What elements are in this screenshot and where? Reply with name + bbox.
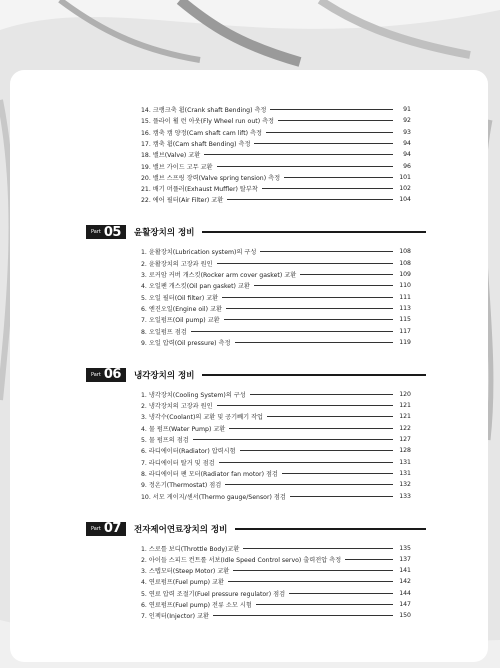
toc-leader-line (226, 308, 393, 309)
toc-page (10, 70, 488, 662)
toc-entry-title: 3. 스텝모터(Steep Motor) 교환 (141, 568, 230, 576)
toc-entry[interactable] (141, 610, 411, 621)
toc-entry-title: 1. 스로틀 보디(Throttle Body)교환 (141, 545, 240, 553)
toc-entry-title: 8. 라디에이터 팬 모터(Radiator fan motor) 점검 (141, 470, 278, 478)
toc-leader-line (290, 496, 393, 497)
toc-page-number: 96 (403, 162, 411, 170)
toc-page-number: 131 (399, 458, 411, 466)
toc-page-number: 104 (399, 196, 411, 204)
toc-entry[interactable] (141, 457, 411, 468)
toc-entry-title: 1. 냉각장치(Cooling System)의 구성 (141, 391, 246, 399)
toc-leader-line (217, 263, 393, 264)
part-number: 06 (103, 367, 121, 383)
toc-leader-line (266, 132, 393, 133)
part-label: Part (91, 229, 101, 236)
toc-leader-line (267, 416, 393, 417)
toc-page-number: 133 (399, 492, 411, 500)
toc-page-number: 108 (399, 248, 411, 256)
toc-entry[interactable] (141, 588, 411, 599)
toc-leader-line (224, 319, 393, 320)
toc-entry-title: 6. 엔진오일(Engine oil) 교환 (141, 305, 222, 313)
toc-entry-title: 2. 냉각장치의 고장과 원인 (141, 403, 213, 411)
toc-leader-line (233, 570, 393, 571)
toc-leader-line (262, 188, 393, 189)
toc-page-number: 94 (403, 139, 411, 147)
toc-leader-line (250, 394, 393, 395)
toc-entry[interactable] (141, 303, 411, 314)
toc-leader-line (213, 615, 393, 616)
section-title: 냉각장치의 정비 (134, 370, 195, 381)
toc-page-number: 135 (399, 544, 411, 552)
toc-entry[interactable] (141, 445, 411, 456)
part-number: 07 (103, 521, 121, 536)
toc-entry-title: 9. 오일 압력(Oil pressure) 측정 (141, 339, 231, 347)
section-header-part-06 (86, 367, 426, 383)
toc-entry[interactable] (141, 280, 411, 291)
section-rule (202, 374, 426, 376)
toc-page-number: 113 (399, 304, 411, 312)
toc-page-number: 141 (399, 567, 411, 575)
toc-entry[interactable] (141, 127, 411, 138)
toc-page-number: 91 (403, 106, 411, 113)
toc-entry[interactable] (141, 326, 411, 337)
toc-entry[interactable] (141, 400, 411, 411)
toc-entry-title: 5. 오일 필터(Oil filter) 교환 (141, 294, 219, 302)
toc-page-number: 131 (399, 469, 411, 477)
toc-entry-title: 5. 연료 압력 조절기(Fuel pressure regulator) 점검 (141, 590, 286, 598)
toc-entry-title: 4. 연료펌프(Fuel pump) 교환 (141, 579, 224, 587)
toc-entry[interactable] (141, 183, 411, 194)
toc-page-number: 150 (399, 612, 411, 620)
toc-leader-line (204, 154, 393, 155)
toc-page-number: 137 (399, 555, 411, 563)
toc-entry-title: 6. 연료펌프(Fuel pump) 전류 소모 시험 (141, 602, 252, 609)
toc-entry[interactable] (141, 337, 411, 348)
toc-page-number: 111 (399, 293, 411, 301)
toc-entry-title: 7. 라디에이터 탈거 및 점검 (141, 459, 215, 467)
toc-entry-title: 21. 배기 머플러(Exhaust Muffler) 탈부착 (141, 186, 258, 194)
toc-entry[interactable] (141, 138, 411, 149)
toc-page-number: 102 (399, 185, 411, 193)
toc-page-number: 142 (399, 578, 411, 586)
toc-leader-line (243, 548, 393, 549)
toc-page-number: 101 (399, 173, 411, 181)
toc-entry-title: 2. 아이들 스피드 컨트롤 서보(Idle Speed Control servo) 출력전압 측정 (141, 556, 342, 564)
toc-entry[interactable] (141, 468, 411, 479)
toc-leader-line (345, 559, 393, 560)
toc-entry[interactable] (141, 269, 411, 280)
section-header-part-05 (86, 224, 426, 240)
section-header-part-07 (86, 521, 426, 537)
toc-entry-title: 7. 인젝터(Injector) 교환 (141, 613, 209, 621)
toc-page-number: 121 (399, 402, 411, 410)
toc-entry[interactable] (141, 292, 411, 303)
toc-entry-title: 4. 오일팬 개스킷(Oil pan gasket) 교환 (141, 283, 250, 291)
toc-entry[interactable] (141, 104, 411, 115)
toc-leader-line (289, 593, 393, 594)
toc-entry-title: 3. 냉각수(Coolant)의 교환 및 공기빼기 작업 (141, 414, 264, 422)
toc-leader-line (254, 285, 393, 286)
toc-entry-title: 19. 밸브 가이드 고무 교환 (141, 163, 213, 171)
toc-page-number: 121 (399, 413, 411, 421)
toc-page-number: 132 (399, 481, 411, 489)
toc-leader-line (217, 166, 393, 167)
toc-page-number: 110 (399, 282, 411, 290)
toc-leader-line (270, 109, 393, 110)
toc-page-number: 109 (399, 271, 411, 278)
part-number: 05 (103, 224, 121, 240)
toc-leader-line (219, 462, 393, 463)
toc-entry-title: 1. 윤활장치(Lubrication system)의 구성 (141, 249, 257, 257)
toc-entry-title: 2. 윤활장치의 고장과 원인 (141, 260, 213, 268)
toc-entry[interactable] (141, 115, 411, 126)
toc-leader-line (300, 274, 393, 275)
part-badge (86, 368, 126, 382)
toc-entry[interactable] (141, 172, 411, 183)
toc-entry-title: 8. 오일펌프 점검 (141, 328, 187, 336)
toc-entry[interactable] (141, 491, 411, 502)
part-label: Part (91, 525, 101, 532)
toc-entry-title: 15. 플라이 휠 런 아웃(Fly Wheel run out) 측정 (141, 118, 275, 126)
toc-entry-title: 22. 에어 필터(Air Filter) 교환 (141, 197, 224, 205)
toc-entry[interactable] (141, 389, 411, 400)
toc-entry-title: 17. 캠축 휨(Cam shaft Bending) 측정 (141, 140, 251, 148)
toc-page-number: 117 (399, 327, 411, 335)
toc-entry[interactable] (141, 576, 411, 587)
toc-entry-title: 7. 오일펌프(Oil pump) 교환 (141, 317, 220, 325)
toc-entry[interactable] (141, 599, 411, 610)
toc-entry[interactable] (141, 434, 411, 445)
toc-page-number: 115 (399, 316, 411, 324)
toc-entry[interactable] (141, 161, 411, 172)
toc-leader-line (222, 297, 393, 298)
toc-leader-line (227, 199, 393, 200)
toc-entry-title: 10. 서모 게이지/센서(Thermo gauge/Sensor) 점검 (141, 493, 286, 501)
toc-leader-line (284, 177, 393, 178)
section-rule (235, 528, 426, 530)
toc-page-number: 92 (403, 117, 411, 125)
toc-entry-title: 9. 정온기(Thermostat) 점검 (141, 482, 222, 490)
part-badge (86, 522, 126, 536)
toc-entry-title: 14. 크랭크축 휨(Crank shaft Bending) 측정 (141, 107, 267, 114)
toc-entry[interactable] (141, 554, 411, 565)
section-rule (202, 231, 426, 233)
toc-leader-line (217, 405, 393, 406)
toc-page-number: 120 (399, 390, 411, 398)
toc-entry-title: 5. 물 펌프의 점검 (141, 437, 189, 444)
toc-entry[interactable] (141, 411, 411, 422)
toc-page-number: 122 (399, 424, 411, 432)
toc-leader-line (235, 342, 394, 343)
toc-leader-line (229, 428, 393, 429)
toc-entry[interactable] (141, 565, 411, 576)
toc-entry-title: 4. 물 펌프(Water Pump) 교환 (141, 425, 226, 433)
toc-page-number: 147 (399, 601, 411, 608)
toc-entry-title: 18. 밸브(Valve) 교환 (141, 152, 201, 160)
toc-leader-line (260, 251, 393, 252)
part-label: Part (91, 371, 101, 378)
toc-entry-title: 3. 로커암 커버 개스킷(Rocker arm cover gasket) 교환 (141, 272, 297, 279)
toc-leader-line (256, 604, 393, 605)
section-title: 전자제어연료장치의 정비 (134, 524, 228, 535)
toc-leader-line (228, 581, 393, 582)
toc-entry-title: 20. 밸브 스프링 장력(Valve spring tension) 측정 (141, 174, 281, 182)
toc-entry-title: 16. 캠축 캠 양정(Cam shaft cam lift) 측정 (141, 129, 263, 137)
toc-page-number: 94 (403, 151, 411, 159)
toc-entry[interactable] (141, 246, 411, 257)
toc-page-number: 128 (399, 447, 411, 455)
toc-entry[interactable] (141, 149, 411, 160)
toc-entry-title: 6. 라디에이터(Radiator) 압력시험 (141, 448, 236, 456)
toc-entry[interactable] (141, 423, 411, 434)
toc-entry[interactable] (141, 479, 411, 490)
toc-page-number: 93 (403, 128, 411, 136)
toc-leader-line (282, 473, 393, 474)
toc-leader-line (254, 143, 393, 144)
toc-leader-line (225, 484, 393, 485)
toc-page-number: 127 (399, 436, 411, 443)
toc-entry[interactable] (141, 194, 411, 205)
toc-leader-line (240, 450, 393, 451)
toc-leader-line (193, 439, 393, 440)
toc-entry[interactable] (141, 543, 411, 554)
toc-page-number: 119 (399, 338, 411, 346)
part-badge (86, 225, 126, 239)
toc-leader-line (191, 331, 393, 332)
section-title: 윤활장치의 정비 (134, 228, 195, 239)
toc-page-number: 108 (399, 259, 411, 267)
toc-page-number: 144 (399, 589, 411, 597)
toc-entry[interactable] (141, 258, 411, 269)
toc-entry[interactable] (141, 314, 411, 325)
toc-leader-line (278, 120, 393, 121)
